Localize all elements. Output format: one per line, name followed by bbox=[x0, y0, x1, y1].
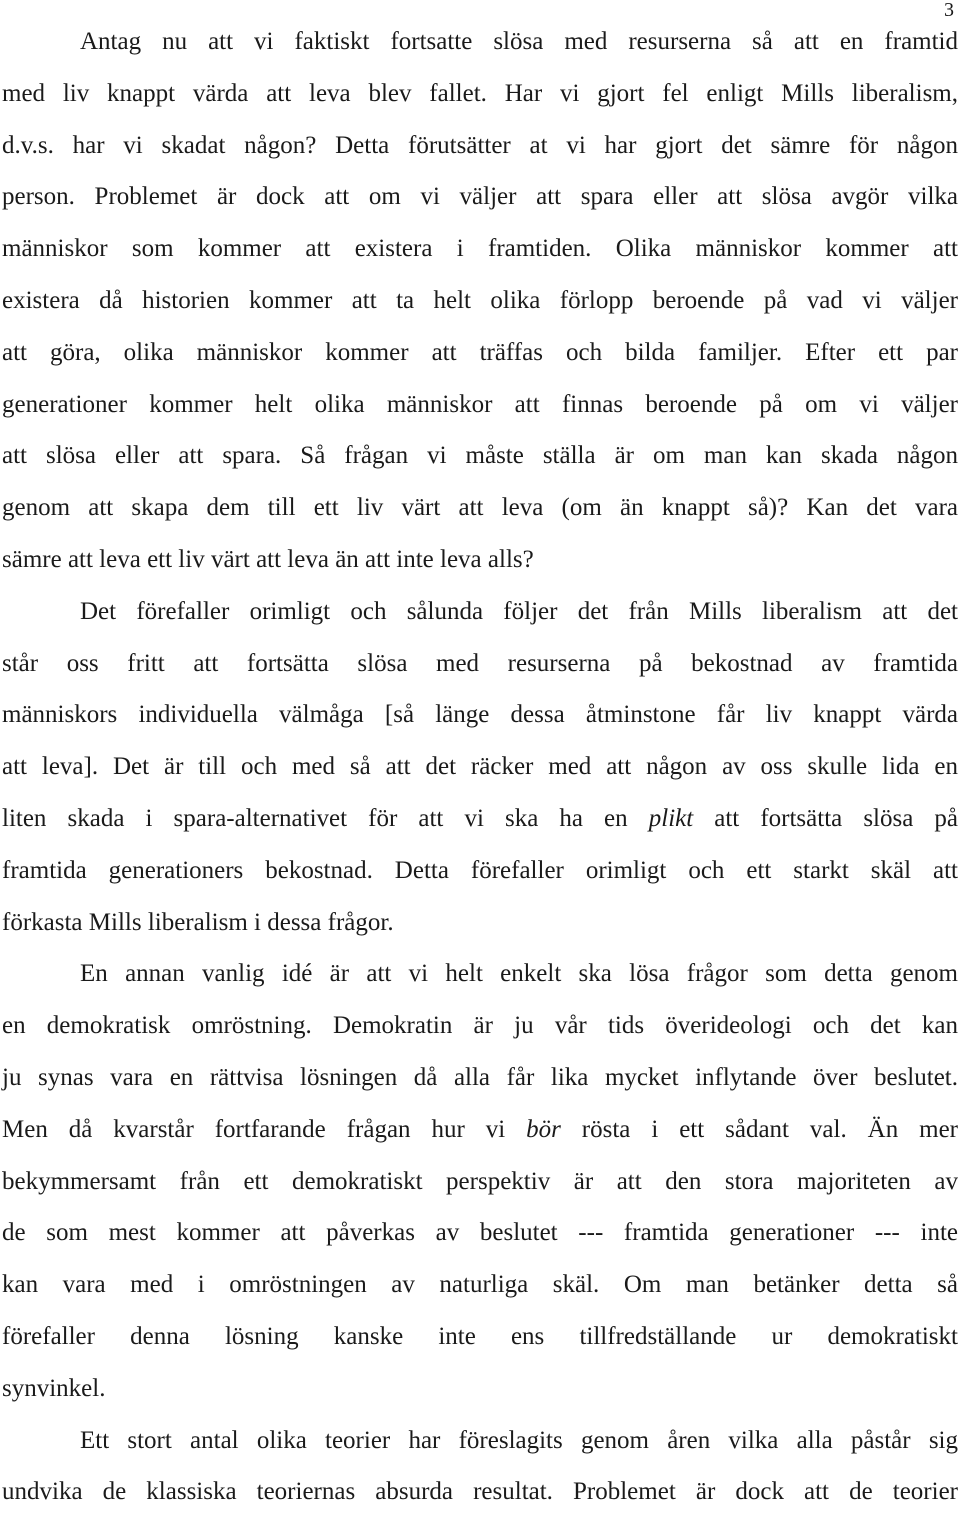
emphasized-word: plikt bbox=[648, 804, 694, 832]
text-line: existera då historien kommer att ta helt olika förlopp beroende på vad vi väljer bbox=[2, 286, 958, 314]
text-line: förefaller denna lösning kanske inte ens tillfredställande ur demokratiskt bbox=[2, 1322, 958, 1350]
text-line-with-emphasis bbox=[2, 793, 958, 845]
text-line: undvika de klassiska teoriernas absurda resultat. Problemet är dock att de teorier bbox=[2, 1478, 958, 1506]
text-line: med liv knappt värda att leva blev fallet. Har vi gjort fel enligt Mills liberalism, bbox=[2, 79, 958, 107]
text-line: människors individuella välmåga [så länge dessa åtminstone får liv knappt värda bbox=[2, 701, 958, 729]
text-line: sämre att leva ett liv värt att leva än att inte leva alls? bbox=[2, 545, 534, 573]
text-line: person. Problemet är dock att om vi väljer att spara eller att slösa avgör vilka bbox=[2, 183, 958, 211]
text-line: kan vara med i omröstningen av naturliga skäl. Om man betänker detta så bbox=[2, 1271, 958, 1299]
text-line: förkasta Mills liberalism i dessa frågor. bbox=[2, 908, 394, 936]
text-line: Ett stort antal olika teorier har föreslagits genom åren vilka alla påstår sig bbox=[80, 1426, 958, 1454]
text-segment: Men då kvarstår fortfarande frågan hur vi bbox=[2, 1115, 506, 1143]
text-line: ju synas vara en rättvisa lösningen då alla får lika mycket inflytande över beslutet. bbox=[2, 1063, 958, 1091]
text-segment: att fortsätta slösa på bbox=[693, 804, 959, 832]
emphasized-word: bör bbox=[526, 1115, 561, 1143]
page-number: 3 bbox=[944, 0, 954, 21]
text-line-with-emphasis bbox=[2, 1104, 958, 1156]
text-line: att leva]. Det är till och med så att det räcker med att någon av oss skulle lida en bbox=[2, 753, 958, 781]
text-line: att slösa eller att spara. Så frågan vi måste ställa är om man kan skada någon bbox=[2, 442, 958, 470]
text-line: att göra, olika människor kommer att träffas och bilda familjer. Efter ett par bbox=[2, 338, 958, 366]
paragraph-1 bbox=[2, 16, 958, 586]
text-line: synvinkel. bbox=[2, 1374, 106, 1402]
text-line: genom att skapa dem till ett liv värt att leva (om än knappt så)? Kan det vara bbox=[2, 494, 958, 522]
text-segment: liten skada i spara-alternativet för att vi ska ha en bbox=[2, 804, 628, 832]
text-line: de som mest kommer att påverkas av beslutet --- framtida generationer --- inte bbox=[2, 1219, 958, 1247]
paragraph-4 bbox=[2, 1415, 958, 1518]
text-line: en demokratisk omröstning. Demokratin är ju vår tids överideologi och det kan bbox=[2, 1012, 958, 1040]
text-line: bekymmersamt från ett demokratiskt perspektiv är att den stora majoriteten av bbox=[2, 1167, 958, 1195]
paragraph-3 bbox=[2, 948, 958, 1414]
text-line: människor som kommer att existera i framtiden. Olika människor kommer att bbox=[2, 235, 958, 263]
paragraph-2 bbox=[2, 586, 958, 949]
text-line: Antag nu att vi faktiskt fortsatte slösa med resurserna så att en framtid bbox=[80, 28, 958, 55]
text-line: generationer kommer helt olika människor att finnas beroende på om vi väljer bbox=[2, 390, 958, 418]
text-line: står oss fritt att fortsätta slösa med resurserna på bekostnad av framtida bbox=[2, 649, 958, 677]
document-body bbox=[2, 16, 958, 1518]
text-line: d.v.s. har vi skadat någon? Detta förutsätter at vi har gjort det sämre för någon bbox=[2, 131, 958, 159]
text-segment: rösta i ett sådant val. Än mer bbox=[560, 1115, 958, 1143]
text-line: framtida generationers bekostnad. Detta förefaller orimligt och ett starkt skäl att bbox=[2, 856, 958, 884]
text-line: En annan vanlig idé är att vi helt enkelt ska lösa frågor som detta genom bbox=[80, 960, 958, 988]
text-line: Det förefaller orimligt och sålunda följer det från Mills liberalism att det bbox=[80, 597, 958, 625]
